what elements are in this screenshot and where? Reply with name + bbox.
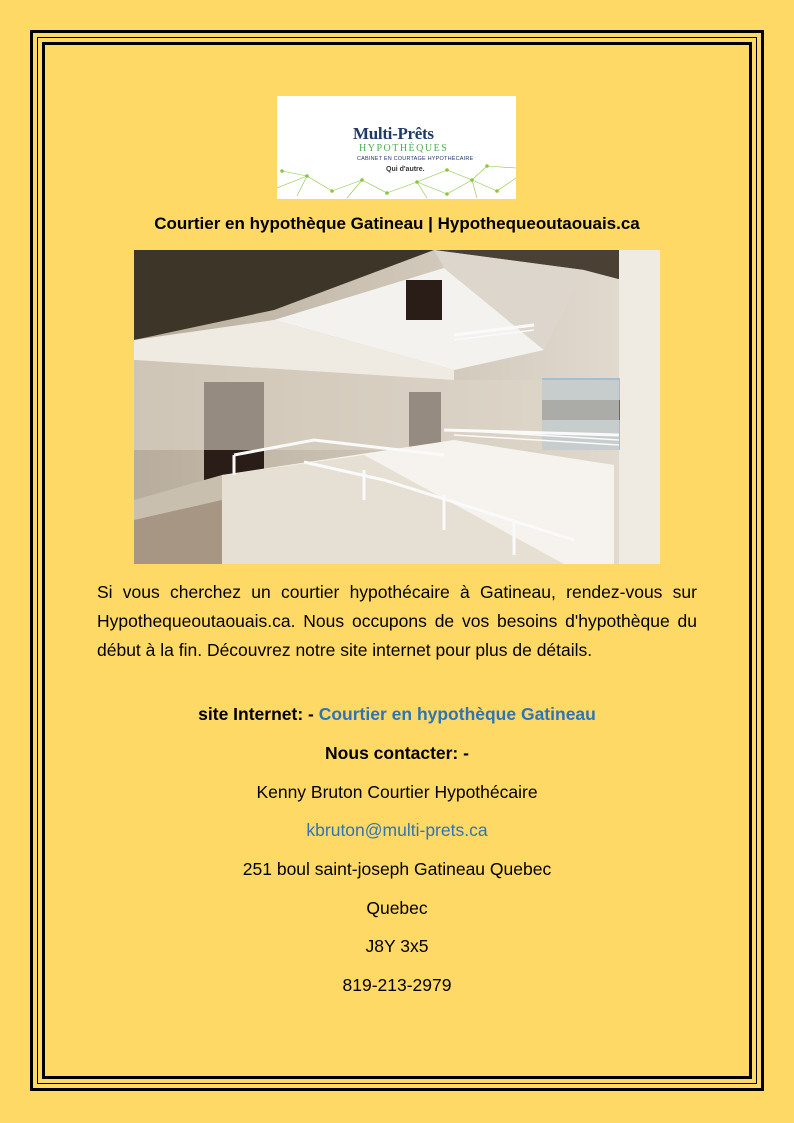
logo-tagline: Qui d'autre.: [386, 166, 425, 173]
description-paragraph: Si vous cherchez un courtier hypothécaire à Gatineau, rendez-vous sur Hypothequeoutaouais.ca. Nous occupons de vos besoins d'hypothèque du début à la fin. Découvrez notre site internet pour plus de détails.: [97, 582, 697, 660]
website-link[interactable]: Courtier en hypothèque Gatineau: [318, 704, 596, 724]
contact-heading: Nous contacter: -: [325, 743, 469, 763]
website-line: [0, 704, 794, 725]
logo-brand-sub: HYPOTHÈQUES: [359, 143, 449, 154]
contact-postal-code: J8Y 3x5: [365, 936, 429, 956]
page-title: Courtier en hypothèque Gatineau | Hypothequeoutaouais.ca: [154, 214, 640, 233]
logo-brand-small: CABINET EN COURTAGE HYPOTHÉCAIRE: [357, 156, 474, 162]
contact-phone: 819-213-2979: [342, 975, 452, 995]
logo-brand-name: Multi-Prêts: [353, 124, 434, 143]
contact-street: 251 boul saint-joseph Gatineau Quebec: [242, 859, 552, 879]
contact-email-link[interactable]: kbruton@multi-prets.ca: [306, 820, 488, 840]
contact-name: Kenny Bruton Courtier Hypothécaire: [256, 782, 538, 802]
website-label: site Internet: -: [198, 704, 314, 724]
company-logo: [277, 96, 516, 199]
contact-province: Quebec: [366, 898, 428, 918]
interior-atrium-photo: [134, 250, 660, 564]
